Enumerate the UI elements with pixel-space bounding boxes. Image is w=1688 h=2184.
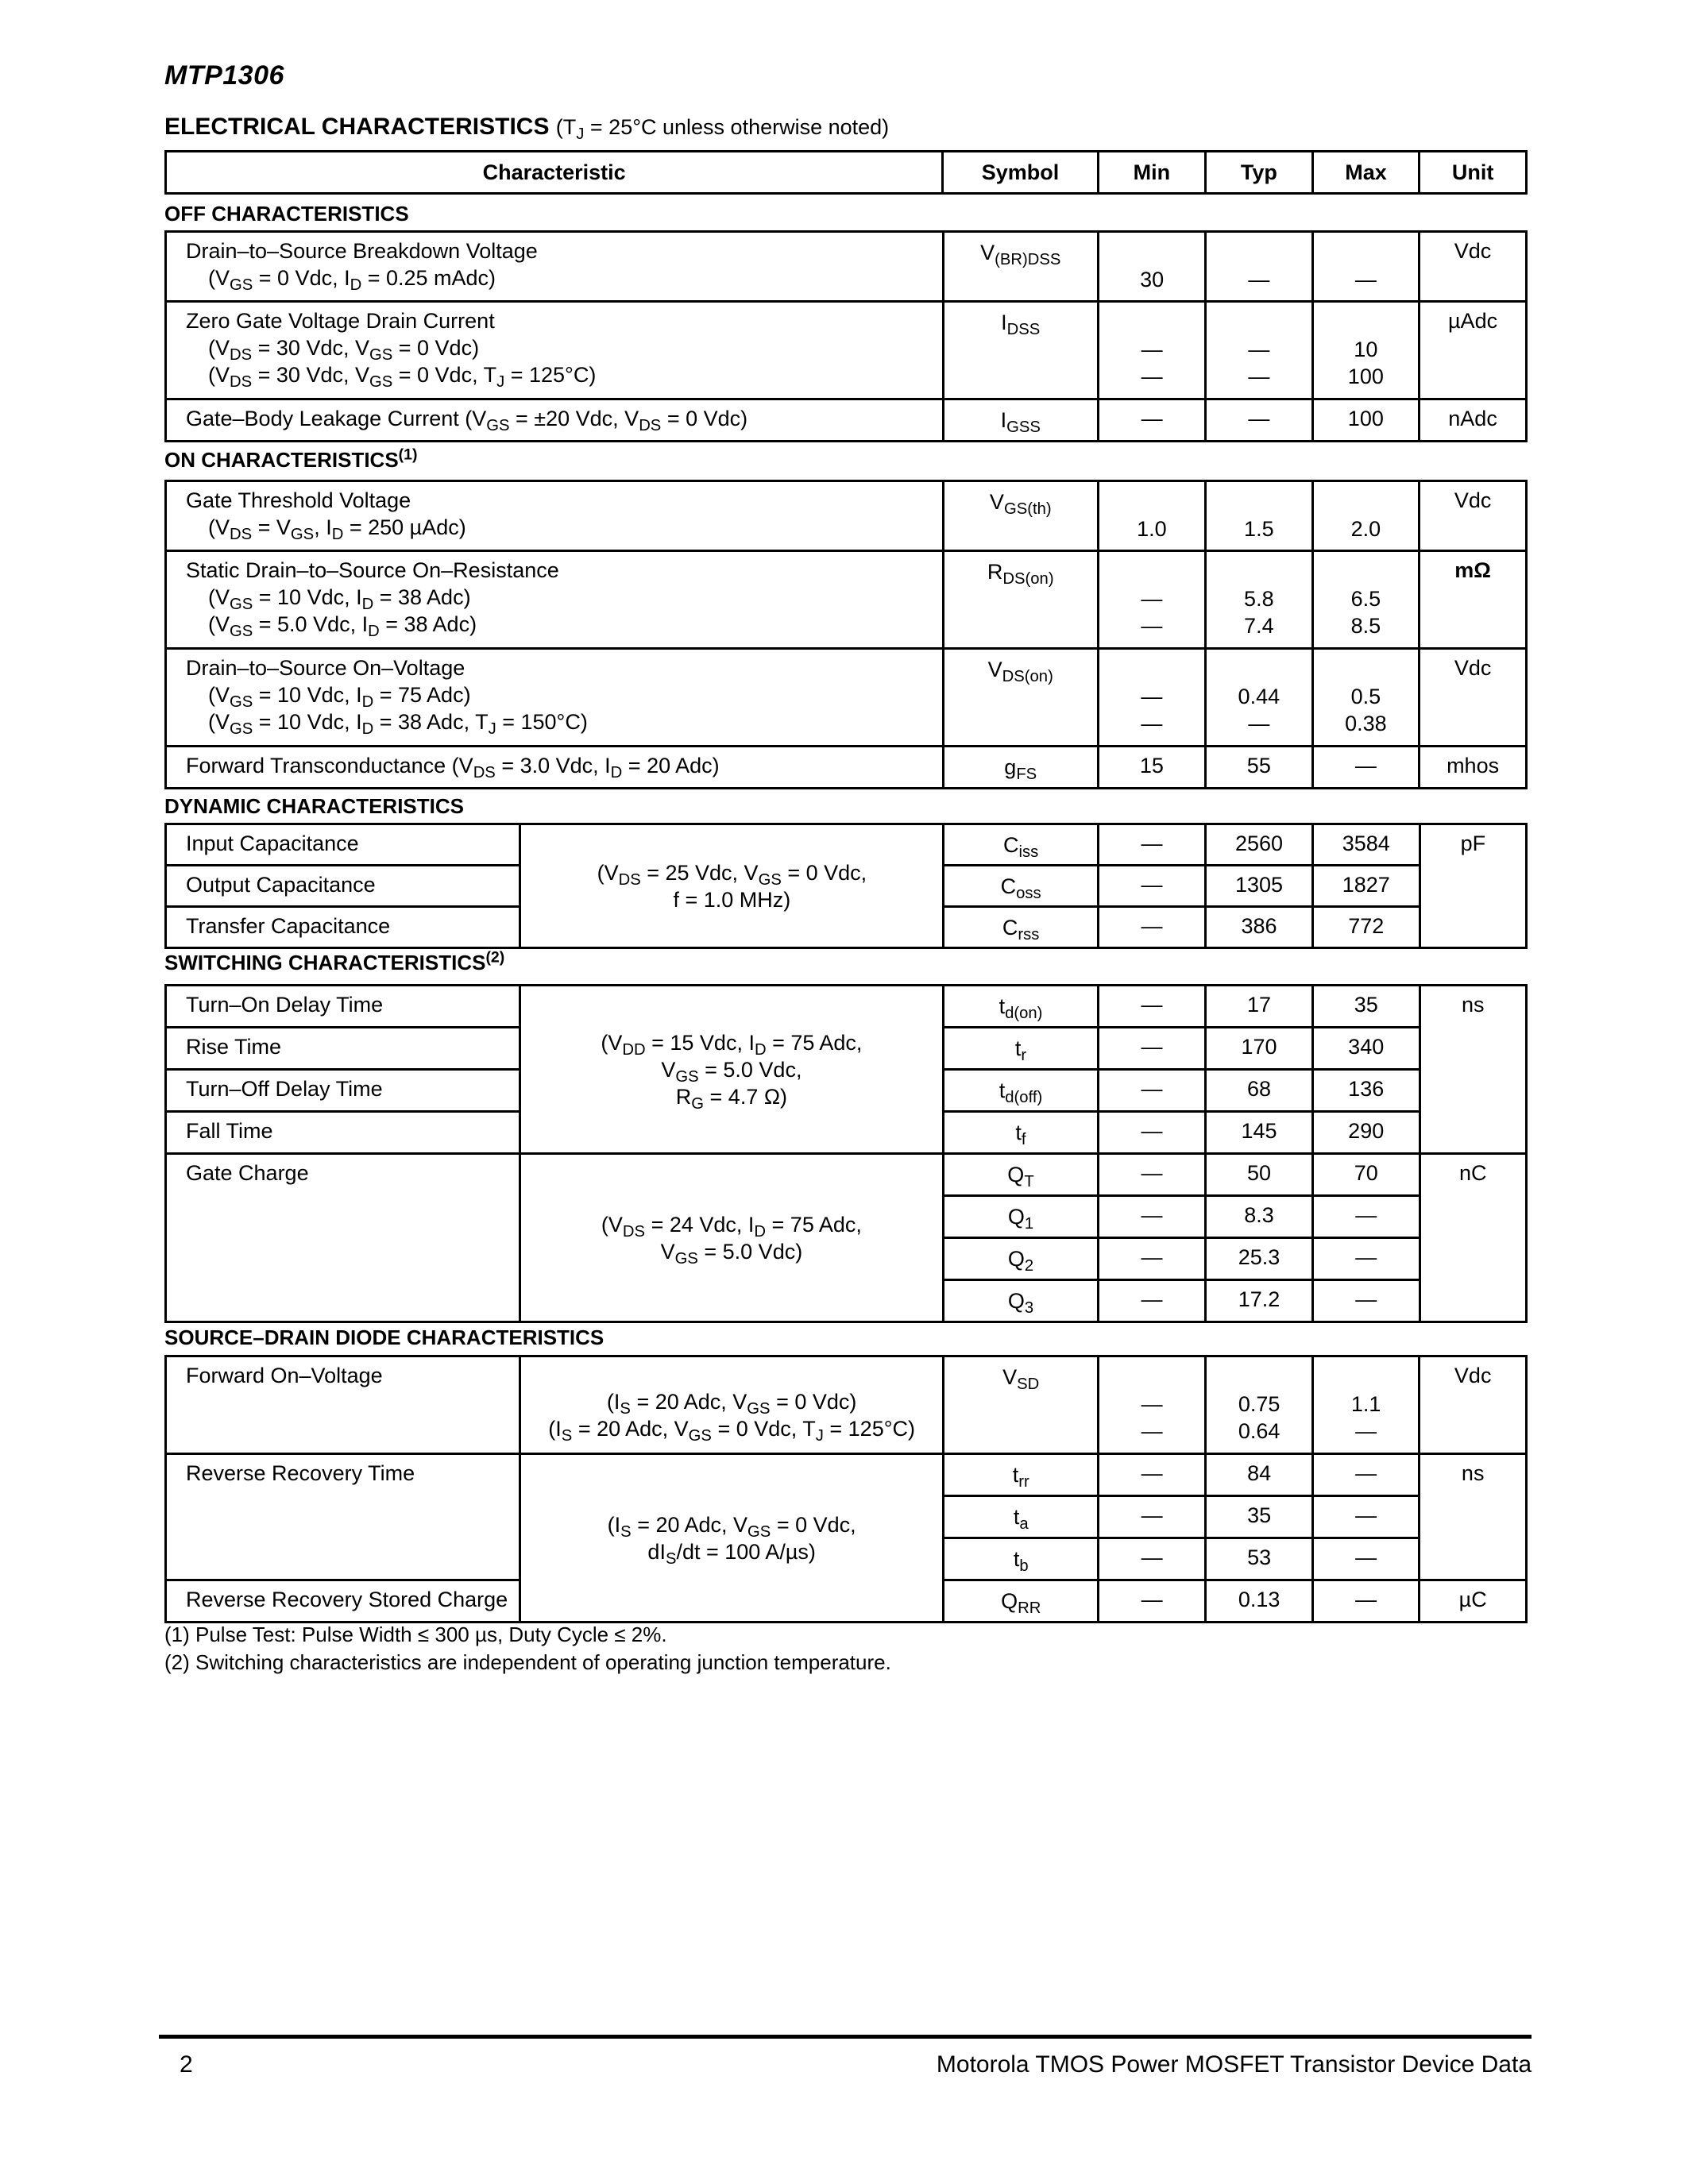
- table-row: [166, 649, 1527, 747]
- row-typ: 2560: [1206, 824, 1313, 866]
- part-number: MTP1306: [164, 60, 284, 91]
- row-typ: 0.13: [1206, 1580, 1313, 1623]
- row-typ: —: [1206, 232, 1312, 302]
- row-symbol: $V_{(BR)DSS}$: [943, 232, 1098, 302]
- row-symbol: $C_{oss}$: [944, 866, 1099, 907]
- diode-table: [164, 1355, 1528, 1623]
- row-symbol: $Q_2$: [944, 1238, 1099, 1280]
- row-description: Output Capacitance: [166, 866, 520, 907]
- footnote-2: (2) Switching characteristics are independent of operating junction temperature.: [164, 1650, 891, 1674]
- row-typ: 35: [1206, 1496, 1313, 1538]
- table-title: [164, 114, 889, 141]
- row-symbol: $g_{FS}$: [943, 747, 1098, 789]
- row-typ: 17: [1206, 986, 1313, 1028]
- row-description: Forward Transconductance ($V_{DS} = 3.0$ Vdc, $I_D = 20$ Adc): [166, 747, 944, 789]
- row-description: Turn–Off Delay Time: [166, 1070, 520, 1112]
- row-unit: ns: [1420, 1454, 1527, 1580]
- row-unit: mΩ: [1420, 551, 1527, 649]
- row-description: Transfer Capacitance: [166, 907, 520, 948]
- row-symbol: $t_f$: [944, 1112, 1099, 1154]
- row-max: 100: [1312, 399, 1420, 442]
- test-conditions: ($I_S = 20$ Adc, $V_{GS} = 0$ Vdc) ($I_S = 20$ Adc, $V_{GS} = 0$ Vdc, $T_J = 125^\circ C$): [520, 1356, 944, 1454]
- section-on: ON CHARACTERISTICS$^{(1)}$: [164, 446, 418, 472]
- section-switching: SWITCHING CHARACTERISTICS$^{(2)}$: [164, 948, 505, 974]
- row-symbol: $I_{GSS}$: [943, 399, 1098, 442]
- row-typ: 68: [1206, 1070, 1313, 1112]
- table-row: [166, 399, 1527, 442]
- col-characteristic: Characteristic: [166, 152, 943, 194]
- row-symbol: $V_{GS(th)}$: [943, 481, 1098, 551]
- row-symbol: $V_{SD}$: [944, 1356, 1099, 1454]
- row-unit: ns: [1420, 986, 1526, 1154]
- row-typ: 55: [1206, 747, 1313, 789]
- row-min: — —: [1099, 1356, 1206, 1454]
- row-typ: 53: [1206, 1538, 1313, 1580]
- row-max: 136: [1312, 1070, 1420, 1112]
- row-max: —: [1312, 1538, 1419, 1580]
- row-min: —: [1098, 907, 1205, 948]
- row-symbol: $R_{DS(on)}$: [943, 551, 1098, 649]
- row-typ: 1.5: [1206, 481, 1313, 551]
- test-conditions: ($I_S = 20$ Adc, $V_{GS} = 0$ Vdc, $dI_S/dt = 100$ A/µs): [520, 1454, 944, 1623]
- row-min: —: [1098, 986, 1205, 1028]
- row-description: Gate Charge: [166, 1154, 520, 1322]
- col-symbol: Symbol: [943, 152, 1098, 194]
- table-row: [166, 551, 1527, 649]
- row-max: —: [1312, 232, 1420, 302]
- row-max: —: [1312, 747, 1420, 789]
- row-min: — —: [1098, 302, 1205, 399]
- footer-rule: [159, 2035, 1532, 2039]
- row-symbol: $C_{iss}$: [944, 824, 1099, 866]
- row-symbol: $t_{rr}$: [944, 1454, 1099, 1496]
- row-min: —: [1098, 824, 1205, 866]
- row-description: Input Capacitance: [166, 824, 520, 866]
- row-max: 1.1 —: [1312, 1356, 1419, 1454]
- row-description: Gate–Body Leakage Current ($V_{GS} = \pm 20$ Vdc, $V_{DS} = 0$ Vdc): [166, 399, 944, 442]
- col-min: Min: [1098, 152, 1206, 194]
- row-unit: Vdc: [1420, 649, 1527, 747]
- section-diode: SOURCE–DRAIN DIODE CHARACTERISTICS: [164, 1325, 605, 1349]
- row-min: 15: [1098, 747, 1205, 789]
- row-typ: 0.44 —: [1206, 649, 1313, 747]
- row-min: — —: [1098, 551, 1205, 649]
- row-min: 1.0: [1098, 481, 1205, 551]
- row-min: —: [1099, 1454, 1206, 1496]
- row-symbol: $Q_{RR}$: [944, 1580, 1099, 1623]
- table-title-text: ELECTRICAL CHARACTERISTICS: [164, 114, 550, 140]
- row-min: —: [1098, 1280, 1205, 1322]
- row-description: Reverse Recovery Time: [166, 1454, 520, 1580]
- row-min: —: [1098, 866, 1205, 907]
- row-min: —: [1098, 1070, 1205, 1112]
- row-symbol: $t_{d(on)}$: [944, 986, 1099, 1028]
- row-typ: 145: [1206, 1112, 1313, 1154]
- row-description: Zero Gate Voltage Drain Current ($V_{DS} = 30$ Vdc, $V_{GS} = 0$ Vdc) ($V_{DS} = 30$ Vdc, $V_{GS} = 0$ Vdc, $T_J = 125^\circ C$): [166, 302, 944, 399]
- row-max: 772: [1312, 907, 1420, 948]
- row-typ: 84: [1206, 1454, 1313, 1496]
- row-max: 35: [1312, 986, 1420, 1028]
- row-max: 2.0: [1312, 481, 1420, 551]
- row-unit: mhos: [1420, 747, 1527, 789]
- row-min: —: [1098, 1238, 1205, 1280]
- row-max: 0.5 0.38: [1312, 649, 1420, 747]
- row-max: 3584: [1312, 824, 1420, 866]
- row-unit: µC: [1420, 1580, 1527, 1623]
- row-unit: Vdc: [1420, 232, 1527, 302]
- col-typ: Typ: [1206, 152, 1313, 194]
- row-description: Drain–to–Source Breakdown Voltage ($V_{GS} = 0$ Vdc, $I_D = 0.25$ mAdc): [166, 232, 944, 302]
- row-symbol: $t_a$: [944, 1496, 1099, 1538]
- row-max: 1827: [1312, 866, 1420, 907]
- row-min: —: [1099, 1538, 1206, 1580]
- row-typ: 17.2: [1206, 1280, 1313, 1322]
- row-description: Forward On–Voltage: [166, 1356, 520, 1454]
- row-symbol: $I_{DSS}$: [943, 302, 1098, 399]
- test-conditions: ($V_{DD} = 15$ Vdc, $I_D = 75$ Adc, $V_{GS} = 5.0$ Vdc, $R_G = 4.7$ Ω): [520, 986, 943, 1154]
- row-max: 70: [1312, 1154, 1420, 1196]
- table-row: [166, 986, 1527, 1028]
- row-max: 340: [1312, 1028, 1420, 1070]
- off-table: [164, 230, 1528, 442]
- footer-text: Motorola TMOS Power MOSFET Transistor Device Data: [936, 2051, 1532, 2078]
- row-min: 30: [1098, 232, 1205, 302]
- table-row: [166, 232, 1527, 302]
- row-unit: nAdc: [1420, 399, 1527, 442]
- footnote-1: (1) Pulse Test: Pulse Width ≤ 300 µs, Duty Cycle ≤ 2%.: [164, 1623, 667, 1646]
- row-unit: Vdc: [1420, 1356, 1527, 1454]
- row-description: Fall Time: [166, 1112, 520, 1154]
- row-description: Reverse Recovery Stored Charge: [166, 1580, 520, 1623]
- row-max: 10 100: [1312, 302, 1420, 399]
- row-symbol: $Q_3$: [944, 1280, 1099, 1322]
- row-typ: 25.3: [1206, 1238, 1313, 1280]
- table-title-note: ($T_J = 25^\circ C$ unless otherwise noted): [555, 115, 890, 143]
- dynamic-table: [164, 823, 1528, 949]
- row-description: Static Drain–to–Source On–Resistance ($V_{GS} = 10$ Vdc, $I_D = 38$ Adc) ($V_{GS} = 5.0$ Vdc, $I_D = 38$ Adc): [166, 551, 944, 649]
- row-max: —: [1312, 1196, 1420, 1238]
- row-min: —: [1099, 1496, 1206, 1538]
- row-max: —: [1312, 1238, 1420, 1280]
- row-typ: 5.8 7.4: [1206, 551, 1313, 649]
- row-min: —: [1098, 1196, 1205, 1238]
- row-min: —: [1098, 1028, 1205, 1070]
- row-max: —: [1312, 1454, 1419, 1496]
- row-description: Rise Time: [166, 1028, 520, 1070]
- row-unit: µAdc: [1420, 302, 1527, 399]
- row-max: 6.5 8.5: [1312, 551, 1420, 649]
- row-typ: 1305: [1206, 866, 1313, 907]
- row-symbol: $t_b$: [944, 1538, 1099, 1580]
- row-min: —: [1098, 1112, 1205, 1154]
- row-symbol: $C_{rss}$: [944, 907, 1099, 948]
- row-description: Turn–On Delay Time: [166, 986, 520, 1028]
- section-dynamic: DYNAMIC CHARACTERISTICS: [164, 794, 464, 818]
- page-number: 2: [180, 2051, 193, 2078]
- col-unit: Unit: [1420, 152, 1527, 194]
- row-description: Gate Threshold Voltage ($V_{DS} = V_{GS}$, $I_D = 250$ µAdc): [166, 481, 944, 551]
- row-unit: nC: [1420, 1154, 1526, 1322]
- row-symbol: $t_r$: [944, 1028, 1099, 1070]
- table-row: [166, 302, 1527, 399]
- row-description: Drain–to–Source On–Voltage ($V_{GS} = 10$ Vdc, $I_D = 75$ Adc) ($V_{GS} = 10$ Vdc, $I_D = 38$ Adc, $T_J = 150^\circ C$): [166, 649, 944, 747]
- row-symbol: $Q_T$: [944, 1154, 1099, 1196]
- row-typ: 8.3: [1206, 1196, 1313, 1238]
- row-min: —: [1099, 1580, 1206, 1623]
- row-max: —: [1312, 1280, 1420, 1322]
- column-header-row: [166, 152, 1527, 194]
- on-table: [164, 480, 1528, 789]
- row-symbol: $t_{d(off)}$: [944, 1070, 1099, 1112]
- row-typ: — —: [1206, 302, 1312, 399]
- row-typ: 170: [1206, 1028, 1313, 1070]
- table-row: [166, 1154, 1527, 1196]
- section-off: OFF CHARACTERISTICS: [164, 202, 409, 226]
- row-max: —: [1312, 1580, 1419, 1623]
- row-min: —: [1098, 399, 1205, 442]
- row-max: —: [1312, 1496, 1419, 1538]
- switching-table: [164, 984, 1528, 1323]
- row-typ: 0.75 0.64: [1206, 1356, 1313, 1454]
- test-conditions: ($V_{DS} = 24$ Vdc, $I_D = 75$ Adc, $V_{GS} = 5.0$ Vdc): [520, 1154, 943, 1322]
- row-typ: 50: [1206, 1154, 1313, 1196]
- table-row: [166, 747, 1527, 789]
- row-unit: Vdc: [1420, 481, 1527, 551]
- row-symbol: $V_{DS(on)}$: [943, 649, 1098, 747]
- row-typ: —: [1206, 399, 1312, 442]
- test-conditions: ($V_{DS} = 25$ Vdc, $V_{GS} = 0$ Vdc, f = 1.0 MHz): [520, 824, 944, 948]
- col-max: Max: [1312, 152, 1420, 194]
- table-row: [166, 1454, 1527, 1496]
- table-row: [166, 1356, 1527, 1454]
- row-unit: pF: [1420, 824, 1526, 948]
- header-table: [164, 150, 1528, 195]
- table-row: [166, 824, 1527, 866]
- table-row: [166, 481, 1527, 551]
- row-min: — —: [1098, 649, 1205, 747]
- row-min: —: [1098, 1154, 1205, 1196]
- row-symbol: $Q_1$: [944, 1196, 1099, 1238]
- row-typ: 386: [1206, 907, 1313, 948]
- row-max: 290: [1312, 1112, 1420, 1154]
